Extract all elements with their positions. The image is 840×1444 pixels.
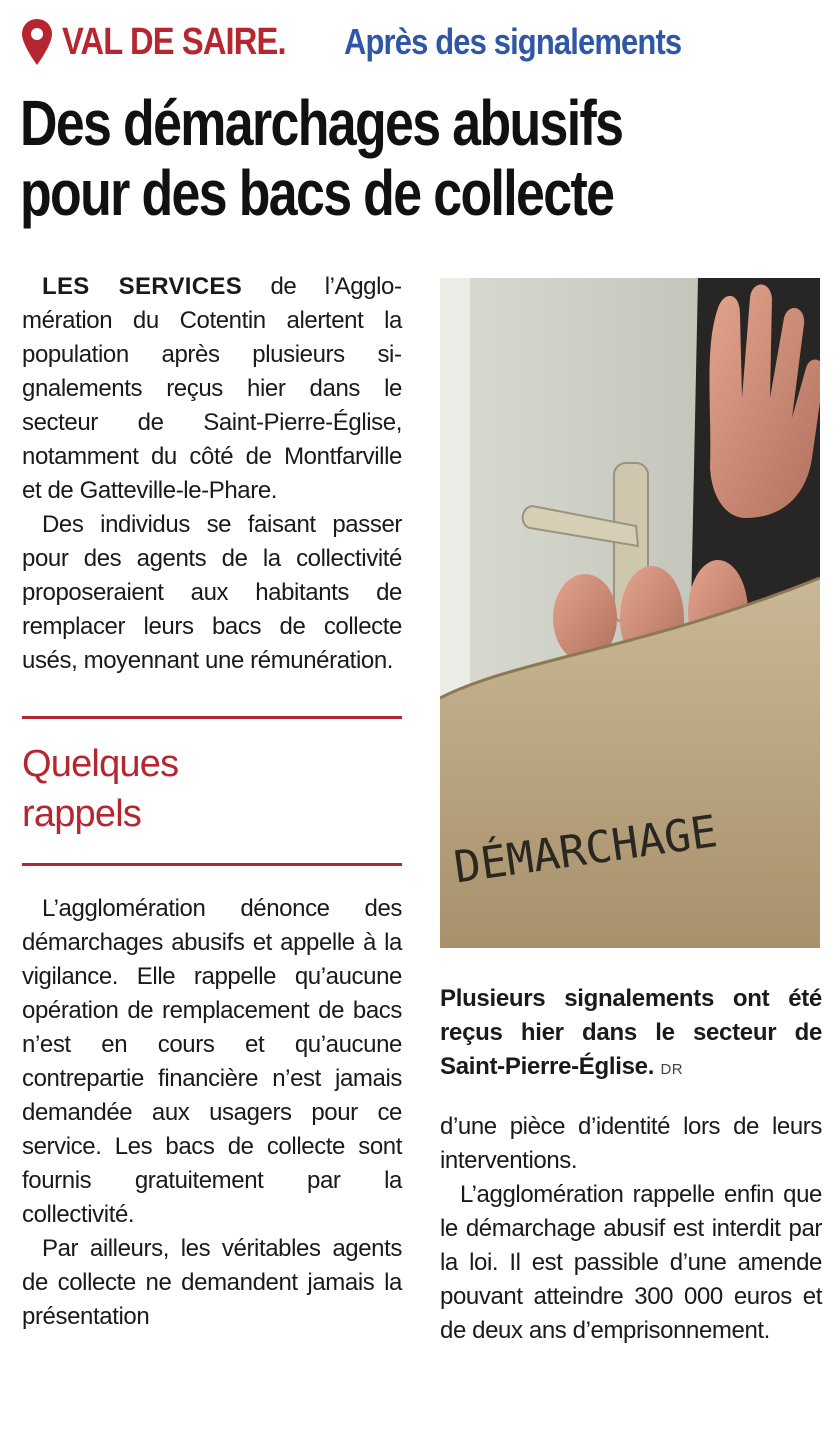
lead-caps: LES SERVICES [42, 273, 243, 300]
photo-caption [440, 982, 822, 1087]
article-left-column [22, 270, 402, 1334]
location-pin-icon [20, 17, 54, 67]
article-paragraph-4: Par ailleurs, les véritables agents de collecte ne demandent jamais la présentation [22, 1235, 402, 1330]
kicker-place: VAL DE SAIRE. [62, 20, 286, 63]
subhead-rule-bottom [22, 863, 402, 866]
kicker [20, 14, 682, 70]
article-paragraph-3: L’agglomération dénonce des démarchages abusifs et appelle à la vigilance. Elle rappelle qu’aucune opération de remplacement de bacs n’est en cours et qu’aucune contrepartie financière n’est jamais demandée aux usagers pour ce service. Les bacs de collecte sont fournis gratuitement par la collectivité. [22, 895, 402, 1228]
paragraph-1-text: de l’Agglomération du Cotentin alertent la population après plusieurs signalements reçus hier dans le secteur de Saint-Pierre-Église, notamment du côté de Montfarville et de Gatteville-le-Phare. [22, 273, 402, 504]
subhead: Quelques rappels [22, 743, 179, 835]
headline-line-2: pour des bacs de collecte [20, 157, 614, 229]
headline [20, 88, 840, 228]
article-paragraph-4-continued: d’une pièce d’identité lors de leurs interventions. [440, 1113, 822, 1174]
article-photo [440, 278, 820, 948]
photo-credit: DR [660, 1061, 684, 1078]
article-paragraph-5: L’agglomération rappelle enfin que le démarchage abusif est interdit par la loi. Il est passible d’une amende pouvant atteindre 300 000 euros et de deux ans d’emprisonnement. [440, 1181, 822, 1344]
article-paragraph-2: Des individus se faisant passer pour des agents de la collectivité proposeraient aux habitants de remplacer leurs bacs de collecte usés, moyennant une rémunération. [22, 511, 402, 674]
article-right-column [440, 1110, 822, 1348]
envelope-handwriting: DÉMARCHAGE [450, 806, 721, 894]
kicker-subtitle: Après des signalements [344, 21, 682, 62]
photo-illustration [440, 278, 820, 948]
article-paragraph-1 [22, 270, 402, 508]
caption-text: Plusieurs signalements ont été reçus hier dans le secteur de Saint-Pierre-Église. [440, 985, 822, 1080]
subhead-rule-top [22, 716, 402, 719]
headline-line-1: Des démarchages abusifs [20, 87, 623, 159]
